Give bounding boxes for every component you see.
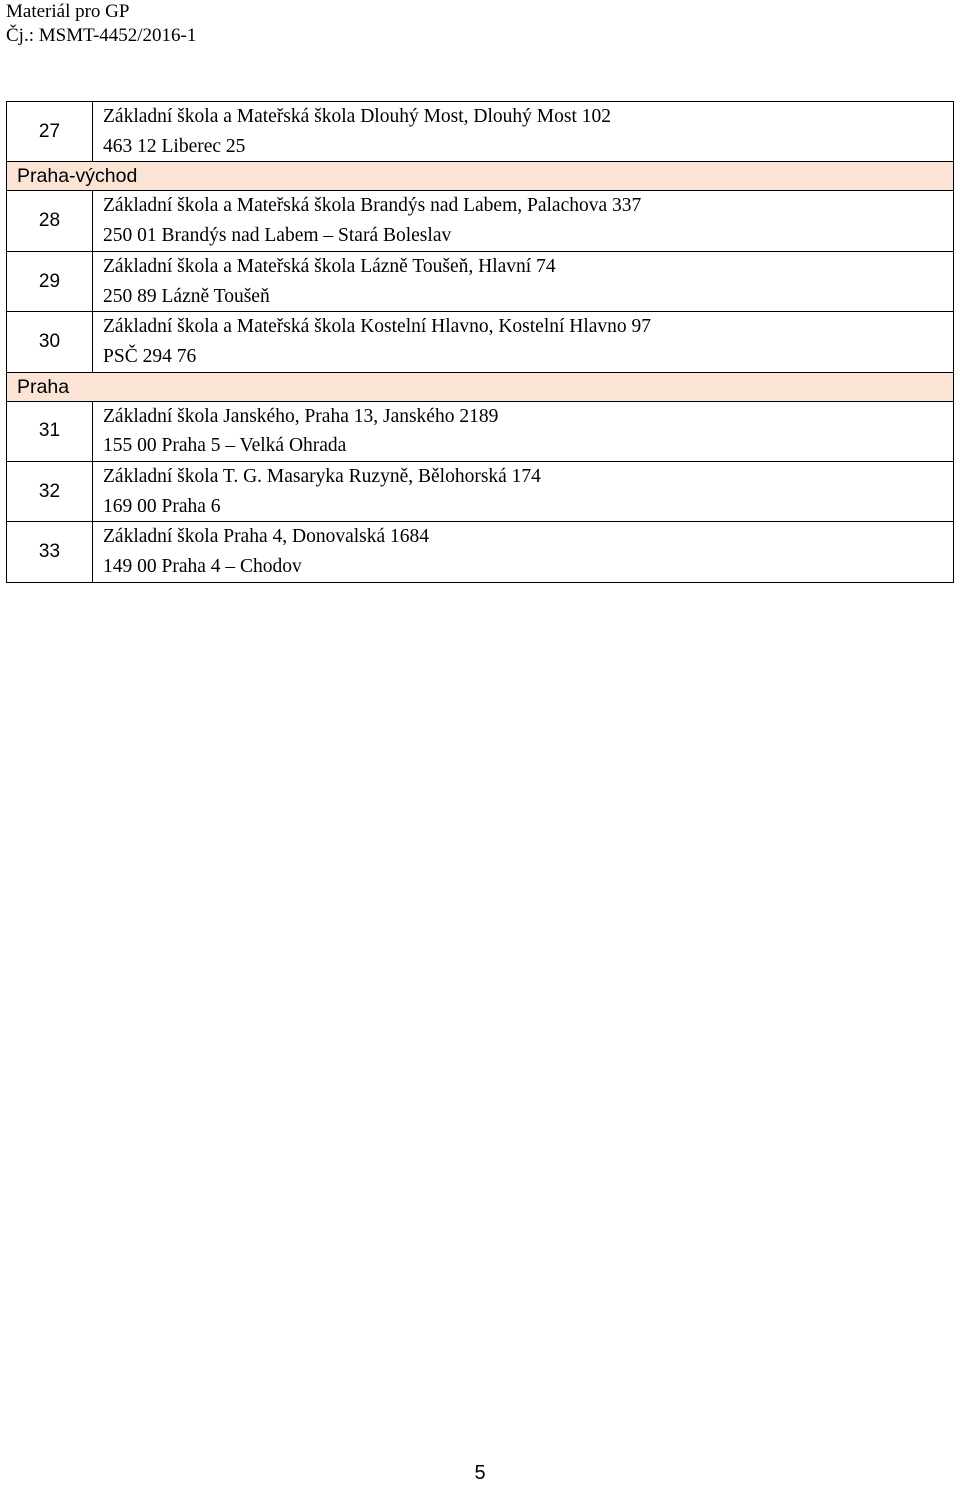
row-number: 30 (7, 312, 93, 372)
row-number: 27 (7, 102, 93, 162)
table-row (7, 191, 954, 251)
school-list-table (6, 101, 954, 583)
region-heading: Praha (7, 372, 954, 401)
school-name: Základní škola a Mateřská škola Lázně Toušeň, Hlavní 74 (103, 255, 556, 277)
school-cell (93, 251, 954, 311)
page-number: 5 (474, 1462, 486, 1484)
school-address: 149 00 Praha 4 – Chodov (103, 556, 302, 578)
school-name: Základní škola a Mateřská škola Brandýs nad Labem, Palachova 337 (103, 195, 642, 217)
row-number: 29 (7, 251, 93, 311)
school-cell (93, 401, 954, 461)
header-reference-number: Čj.: MSMT-4452/2016-1 (6, 25, 197, 46)
region-row (7, 372, 954, 401)
table-row (7, 462, 954, 522)
school-address: 169 00 Praha 6 (103, 495, 221, 517)
school-cell (93, 522, 954, 582)
table-row (7, 102, 954, 162)
document-header (6, 0, 196, 48)
row-number: 33 (7, 522, 93, 582)
row-number: 28 (7, 191, 93, 251)
school-address: PSČ 294 76 (103, 345, 197, 367)
table-row (7, 401, 954, 461)
school-cell (93, 102, 954, 162)
table-row (7, 312, 954, 372)
school-name: Základní škola a Mateřská škola Dlouhý Most, Dlouhý Most 102 (103, 106, 612, 127)
table-row (7, 522, 954, 582)
school-address: 250 89 Lázně Toušeň (103, 285, 270, 307)
school-address: 463 12 Liberec 25 (103, 135, 246, 157)
school-name: Základní škola Praha 4, Donovalská 1684 (103, 526, 430, 548)
region-row (7, 162, 954, 191)
row-number: 31 (7, 401, 93, 461)
school-cell (93, 462, 954, 522)
row-number: 32 (7, 462, 93, 522)
school-name: Základní škola Janského, Praha 13, Janského 2189 (103, 405, 499, 427)
school-name: Základní škola T. G. Masaryka Ruzyně, Bělohorská 174 (103, 466, 541, 488)
header-title: Materiál pro GP (6, 1, 130, 22)
school-cell (93, 191, 954, 251)
school-address: 250 01 Brandýs nad Labem – Stará Boleslav (103, 225, 452, 247)
school-name: Základní škola a Mateřská škola Kostelní Hlavno, Kostelní Hlavno 97 (103, 316, 652, 338)
school-address: 155 00 Praha 5 – Velká Ohrada (103, 435, 347, 457)
school-cell (93, 312, 954, 372)
region-heading: Praha-východ (7, 162, 954, 191)
table-row (7, 251, 954, 311)
